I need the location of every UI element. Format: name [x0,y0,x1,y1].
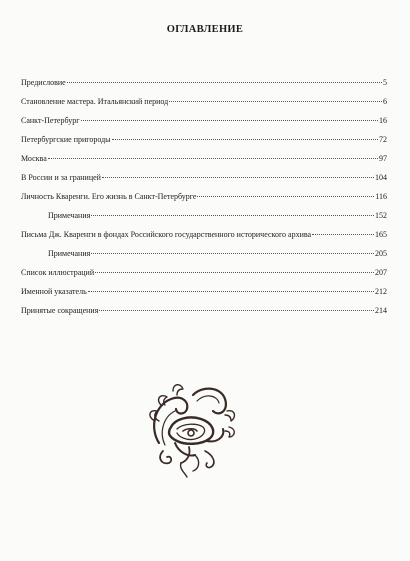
toc-entry-page: 212 [375,287,387,296]
toc-entry-title: Становление мастера. Итальянский период [21,97,169,106]
toc-entry [21,135,387,154]
toc-entry-title: Примечания [48,249,91,258]
toc-entry [21,268,387,287]
toc-entry-page: 5 [383,78,387,87]
toc-entry-title: Санкт-Петербург [21,116,80,125]
toc-entry-title: Личность Кваренги. Его жизнь в Санкт-Петербурге [21,192,197,201]
dot-leader [81,120,378,121]
toc-entry-page: 104 [375,173,387,182]
dot-leader [48,158,378,159]
toc-entry [21,230,387,249]
dot-leader [169,101,382,102]
toc-entry-title: Москва [21,154,47,163]
toc-entry [21,78,387,97]
toc-entry-title: Петербургские пригороды [21,135,111,144]
toc-entry-page: 214 [375,306,387,315]
toc-entry-page: 6 [383,97,387,106]
toc-entry-title: Именной указатель [21,287,87,296]
toc-entry-title: Примечания [48,211,91,220]
toc-entry-title: Список иллюстраций [21,268,95,277]
baroque-cartouche-ornament-icon [145,381,240,479]
dot-leader [67,82,382,83]
dot-leader [102,177,374,178]
dot-leader [91,253,374,254]
toc-entry [21,97,387,116]
toc-entry [21,287,387,306]
table-of-contents [21,78,387,325]
dot-leader [99,310,374,311]
dot-leader [312,234,374,235]
toc-entry [21,154,387,173]
dot-leader [95,272,374,273]
toc-entry-title: В России и за границей [21,173,101,182]
toc-subentry [21,211,387,230]
toc-entry-page: 116 [375,192,387,201]
toc-entry-title: Предисловие [21,78,66,87]
toc-entry-page: 152 [375,211,387,220]
page-title: ОГЛАВЛЕНИЕ [166,24,244,35]
toc-entry [21,116,387,135]
dot-leader [197,196,374,197]
toc-entry-page: 97 [379,154,387,163]
toc-subentry [21,249,387,268]
toc-entry [21,192,387,211]
toc-entry-title: Письма Дж. Кваренги в фондах Российского государственного исторического архива [21,230,312,239]
dot-leader [91,215,374,216]
toc-entry-page: 16 [379,116,387,125]
toc-entry [21,173,387,192]
toc-entry-title: Принятые сокращения [21,306,99,315]
dot-leader [88,291,374,292]
toc-entry [21,306,387,325]
toc-entry-page: 207 [375,268,387,277]
toc-entry-page: 205 [375,249,387,258]
toc-entry-page: 72 [379,135,387,144]
toc-entry-page: 165 [375,230,387,239]
dot-leader [112,139,378,140]
